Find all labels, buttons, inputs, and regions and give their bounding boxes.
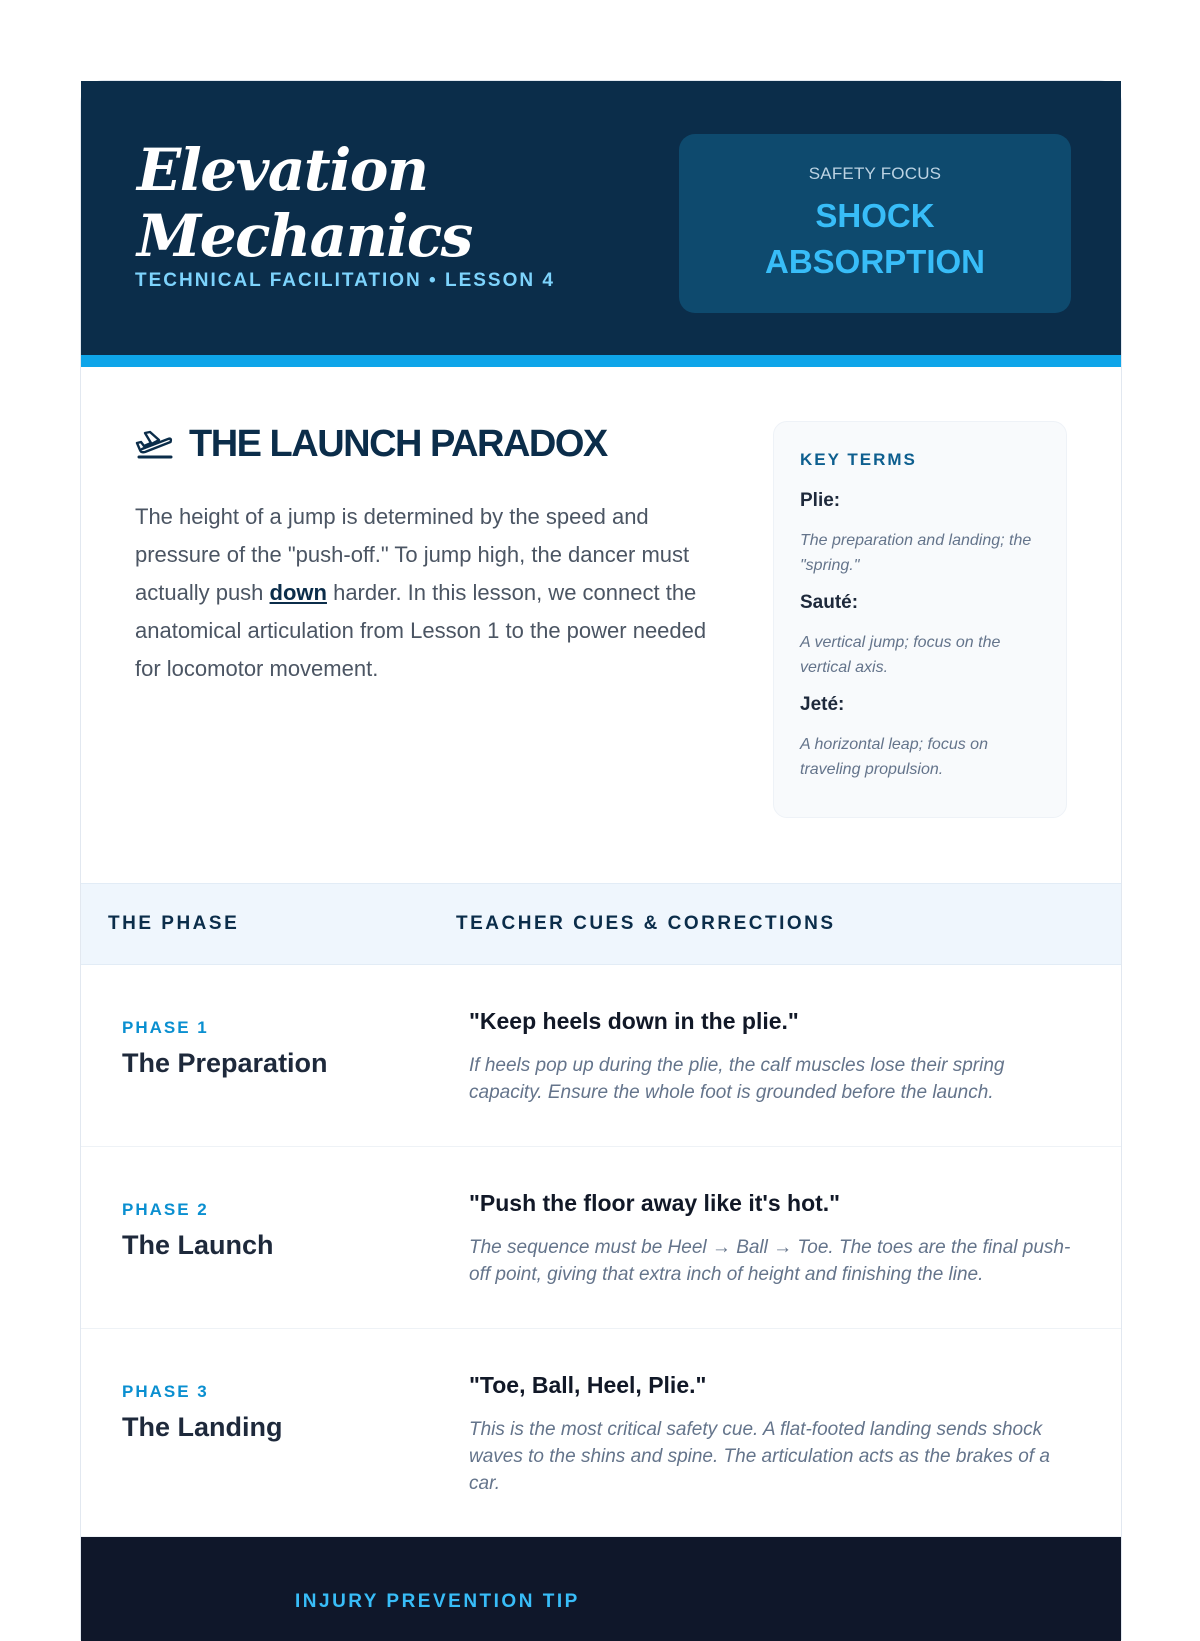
- phase-name: The Landing: [122, 1412, 283, 1442]
- footer-title: INJURY PREVENTION TIP: [295, 1591, 580, 1612]
- teacher-cue: "Keep heels down in the plie.": [469, 1008, 799, 1034]
- key-term-definition: A horizontal leap; focus on traveling propulsion.: [800, 736, 988, 778]
- intro-emphasis: down: [269, 580, 327, 605]
- phase-label: PHASE 3: [122, 1382, 209, 1401]
- phase-table-header: [81, 883, 1121, 965]
- key-term-definition: The preparation and landing; the "spring.": [800, 532, 1032, 574]
- plane-departure-icon: [135, 425, 175, 465]
- column-header-phase: THE PHASE: [108, 913, 240, 934]
- column-header-cues: TEACHER CUES & CORRECTIONS: [456, 913, 836, 934]
- key-term-definition: A vertical jump; focus on the vertical axis.: [800, 634, 1001, 676]
- header-accent-bar: [81, 355, 1121, 367]
- lesson-card: [80, 80, 1122, 1640]
- cue-correction-note: The sequence must be Heel → Ball → Toe. The toes are the final push-off point, giving that extra inch of height and finishing the line.: [469, 1237, 1071, 1285]
- phase-label: PHASE 1: [122, 1018, 209, 1037]
- intro-text-before: The height of a jump is determined by the speed and pressure of the "push-off." To jump high, the dancer must actually push: [135, 504, 690, 605]
- lesson-title-line-1: Elevation: [137, 136, 428, 204]
- key-term: Sauté:: [800, 592, 859, 613]
- table-row: [81, 1147, 1121, 1329]
- intro-paragraph: [135, 498, 725, 688]
- phase-name: The Launch: [122, 1230, 274, 1260]
- phase-name: The Preparation: [122, 1048, 328, 1078]
- section-heading: [135, 423, 607, 466]
- safety-focus-box: [679, 134, 1071, 313]
- cue-correction-note: If heels pop up during the plie, the calf muscles lose their spring capacity. Ensure the whole foot is grounded before the launch.: [469, 1055, 1005, 1103]
- lesson-subtitle: TECHNICAL FACILITATION • LESSON 4: [135, 270, 555, 291]
- teacher-cue: "Push the floor away like it's hot.": [469, 1190, 841, 1216]
- key-terms-box: [773, 421, 1067, 818]
- safety-focus-label: SAFETY FOCUS: [808, 164, 942, 183]
- lesson-title: [137, 137, 607, 269]
- cue-correction-note: This is the most critical safety cue. A flat-footed landing sends shock waves to the shins and spine. The articulation acts as the brakes of a car.: [469, 1419, 1050, 1494]
- teacher-cue: "Toe, Ball, Heel, Plie.": [469, 1372, 707, 1398]
- table-row: [81, 1329, 1121, 1537]
- safety-focus-value: SHOCK ABSORPTION: [764, 197, 985, 280]
- phase-label: PHASE 2: [122, 1200, 209, 1219]
- lesson-header: [81, 81, 1121, 367]
- intro-text-after: harder. In this lesson, we connect the anatomical articulation from Lesson 1 to the power needed for locomotor movement.: [135, 580, 707, 681]
- lesson-title-line-2: Mechanics: [137, 202, 472, 270]
- table-row: [81, 965, 1121, 1147]
- injury-prevention-footer: [81, 1537, 1121, 1641]
- key-terms-heading: KEY TERMS: [800, 450, 917, 469]
- intro-section: [81, 367, 1121, 883]
- section-title: THE LAUNCH PARADOX: [189, 423, 607, 465]
- key-term: Jeté:: [800, 694, 845, 715]
- key-term: Plie:: [800, 490, 841, 511]
